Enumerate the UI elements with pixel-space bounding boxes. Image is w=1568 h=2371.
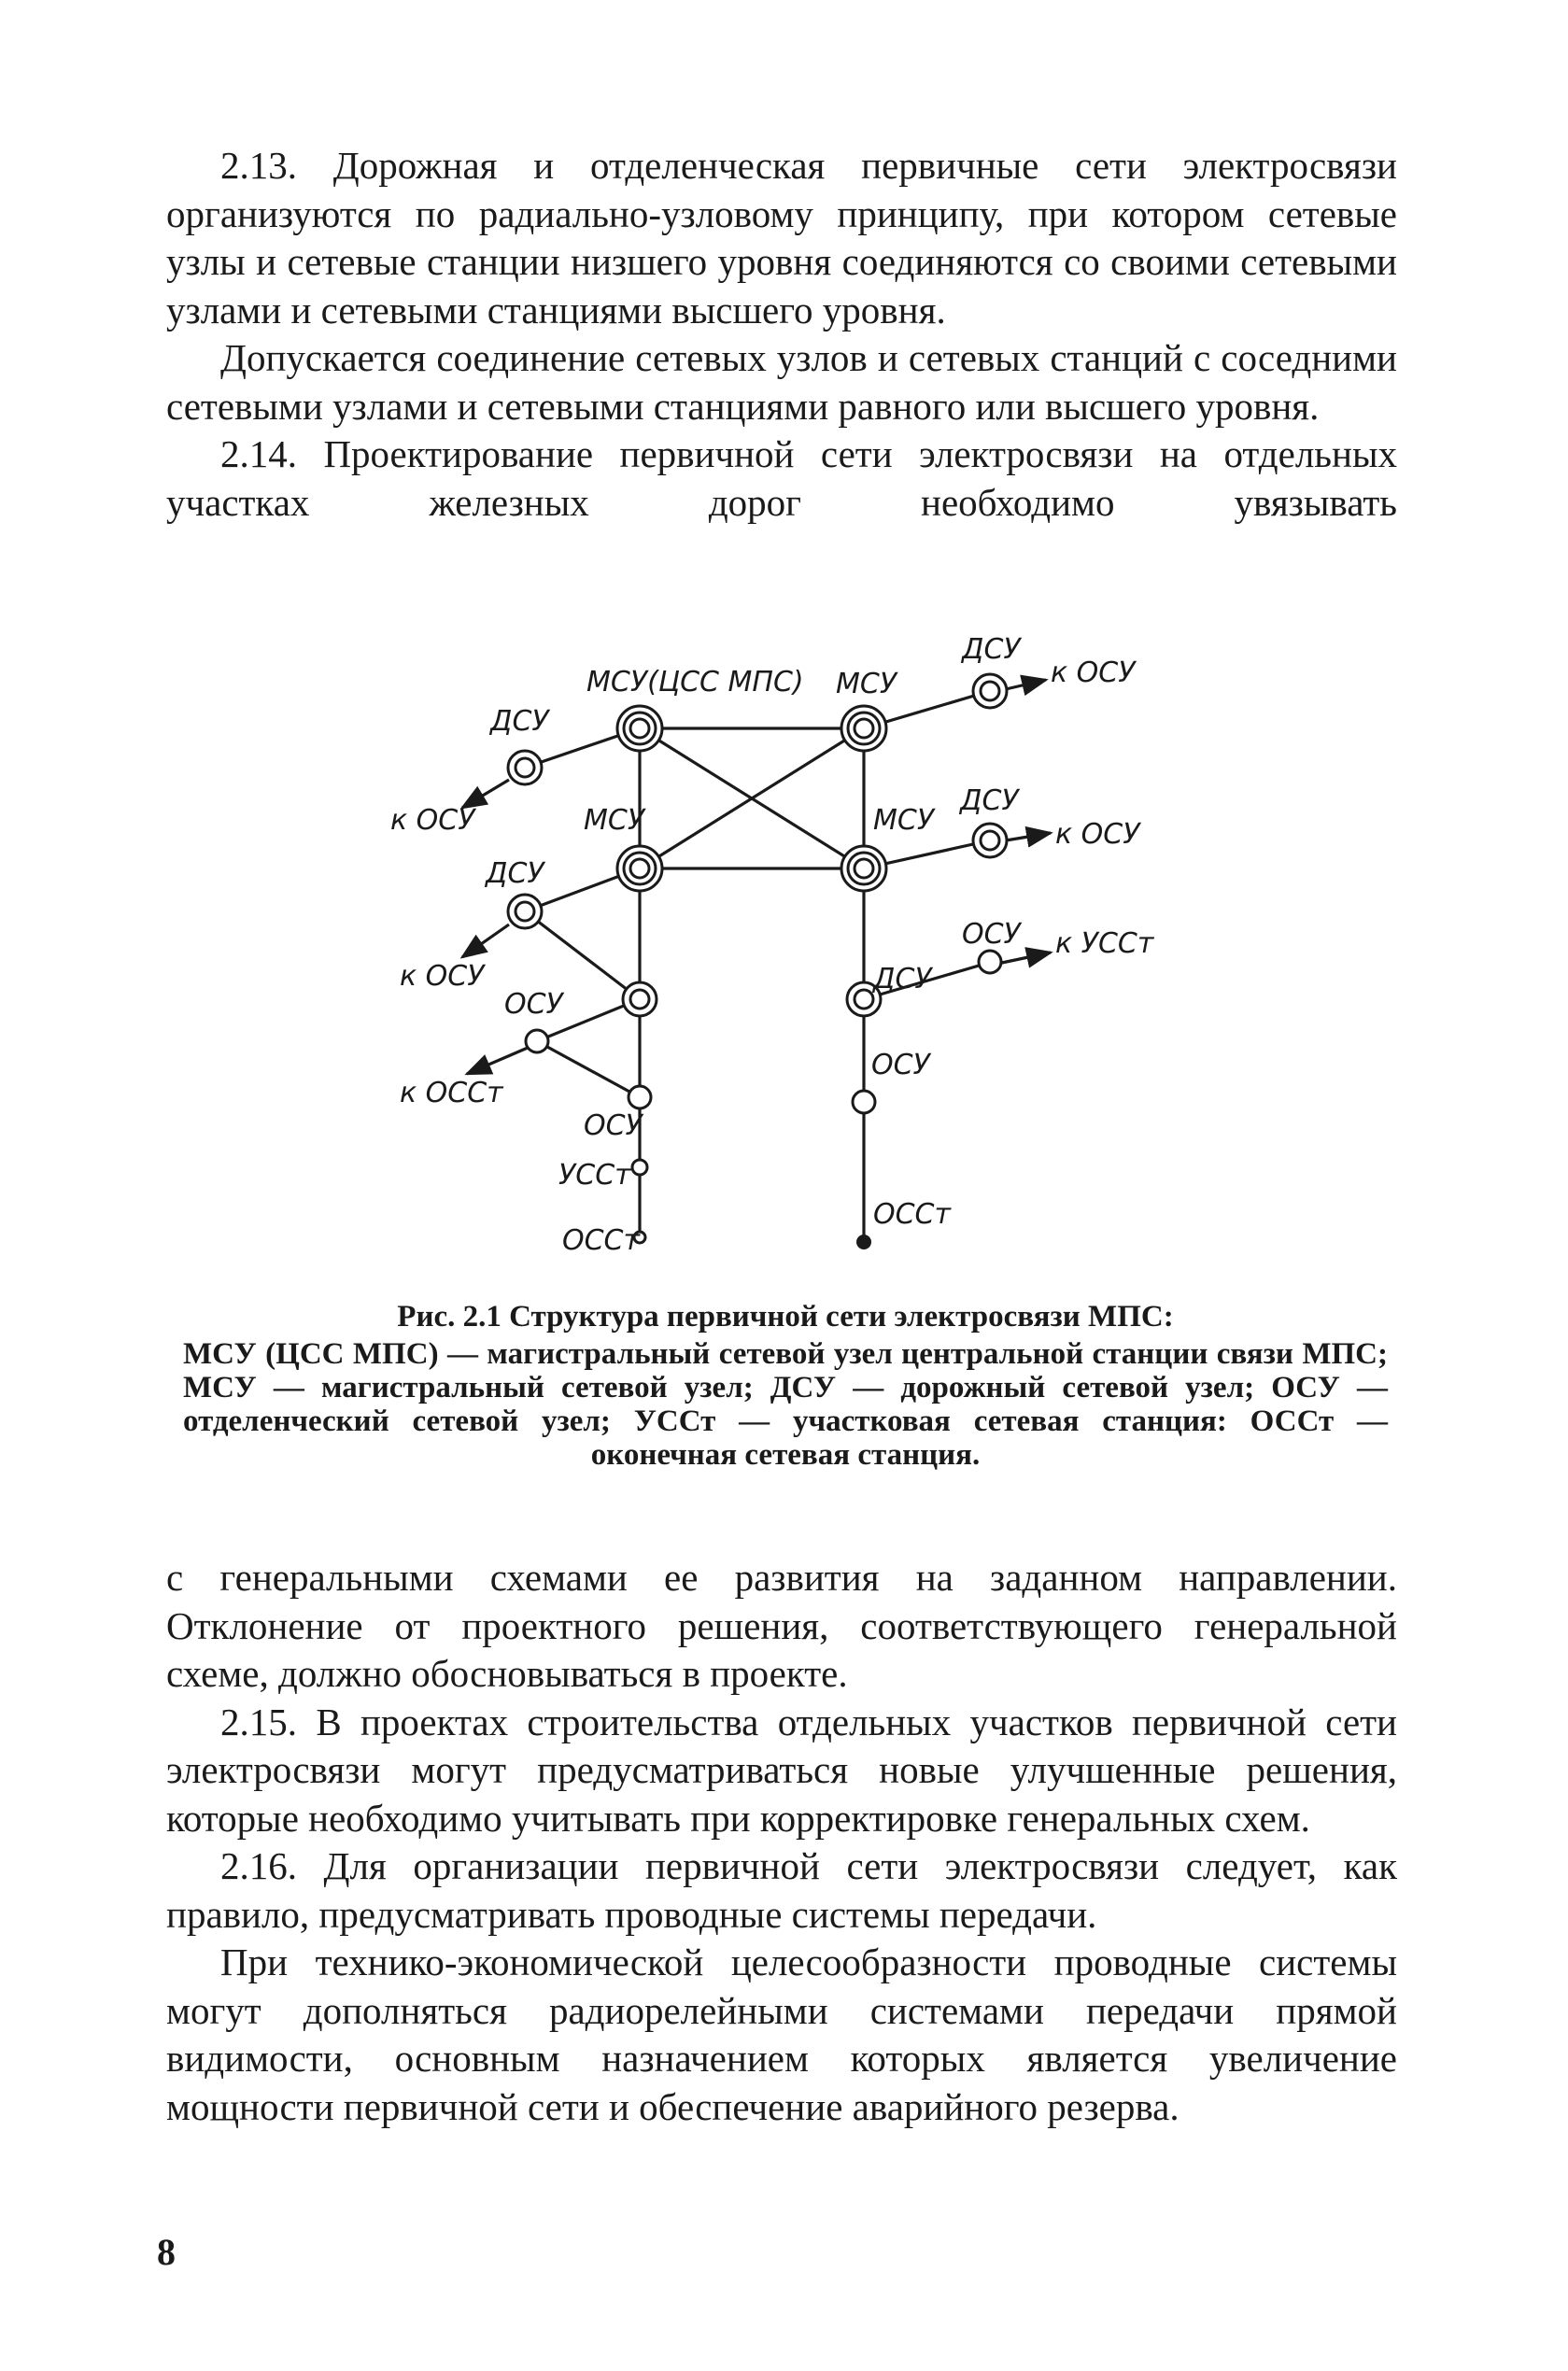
dsu-lower-left-node (623, 982, 657, 1016)
msu-main-node (617, 706, 662, 751)
label-to-osu-3: к ОСУ (1051, 656, 1136, 689)
label-msu-mid-left: МСУ (584, 804, 645, 837)
text-block-bottom (166, 1554, 1397, 2131)
label-to-usst: к УССт (1055, 927, 1154, 960)
msu-mid-right-node (841, 846, 886, 891)
paragraph-allowance: Допускается соединение сетевых узлов и сетевых станций с соседними сетевыми узлами и сетевыми станциями равного или высшего уровня. (166, 336, 1397, 428)
label-msu-main: МСУ(ЦСС МПС) (586, 666, 804, 699)
osu-right-center-node (853, 1091, 875, 1113)
label-to-osst: к ОССт (400, 1077, 503, 1109)
network-structure-figure (355, 616, 1289, 1270)
paragraph-2-16: 2.16. Для организации первичной сети электросвязи следует, как правило, предусматривать проводные системы передачи. (166, 1844, 1397, 1936)
osst-right-node (856, 1235, 871, 1249)
label-dsu-mid-right: ДСУ (960, 784, 1019, 817)
label-dsu-top-right: ДСУ (962, 633, 1021, 666)
paragraph-2-14: 2.14. Проектирование первичной сети электросвязи на отдельных участках железных дорог необходимо увязывать (166, 432, 1397, 524)
msu-top-right-node (841, 706, 886, 751)
page-number: 8 (157, 2231, 176, 2273)
label-msu-top-right: МСУ (836, 668, 897, 700)
label-dsu-lower-right: ДСУ (873, 963, 932, 995)
label-osu-right-center: ОСУ (871, 1049, 930, 1081)
label-dsu-mid-left: ДСУ (486, 857, 544, 890)
label-osst-right: ОССт (873, 1198, 951, 1231)
caption-title: Рис. 2.1 Структура первичной сети электросвязи МПС: (397, 1300, 1174, 1334)
dsu-top-left-node (508, 751, 542, 784)
network-diagram (355, 616, 1289, 1270)
label-to-osu-4: к ОСУ (1055, 818, 1140, 851)
right-branch-edges (864, 680, 1051, 1239)
figure-caption (183, 1300, 1388, 1472)
label-dsu-top-left: ДСУ (490, 705, 549, 738)
label-osst-left: ОССт (562, 1224, 640, 1257)
label-osu-left-center: ОСУ (584, 1109, 643, 1142)
backbone-edges (640, 728, 864, 868)
paragraph-radio-relay: При технико-экономической целесообразности проводные системы могут дополняться радиорелейными системами передачи прямой видимости, основным назначением которых является увеличение мощности первичной сети и обеспечение аварийного резерва. (166, 1941, 1397, 2128)
label-osu-left: ОСУ (504, 988, 563, 1021)
osu-left-center-node (629, 1086, 651, 1108)
dsu-top-right-node (973, 674, 1007, 708)
osu-right-node (979, 951, 1001, 973)
osu-left-node (526, 1030, 548, 1052)
label-to-osu-1: к ОСУ (390, 804, 475, 837)
paragraph-continuation: с генеральными схемами ее развития на заданном направлении. Отклонение от проектного решения, соответствующего генеральной схеме, должно обосновываться в проекте. (166, 1556, 1397, 1695)
dsu-mid-right-node (973, 824, 1007, 857)
label-to-osu-2: к ОСУ (400, 960, 485, 993)
paragraph-2-13: 2.13. Дорожная и отделенческая первичные сети электросвязи организуются по радиально-узловому принципу, при котором сетевые узлы и сетевые станции низшего уровня соединяются со своими сетевыми узлами и сетевыми станциями высшего уровня. (166, 144, 1397, 332)
caption-legend: МСУ (ЦСС МПС) — магистральный сетевой узел центральной станции связи МПС; МСУ — магистральный сетевой узел; ДСУ — дорожный сетевой узел; ОСУ — отделенческий сетевой узел; УССт — участковая сетевая станция: ОССт — оконечная сетевая станция. (183, 1337, 1388, 1472)
label-usst: УССт (558, 1159, 631, 1192)
label-osu-right: ОСУ (962, 918, 1021, 951)
msu-mid-left-node (617, 846, 662, 891)
label-msu-mid-right: МСУ (873, 804, 935, 837)
text-block-top (166, 142, 1397, 527)
usst-node (632, 1160, 647, 1175)
dsu-mid-left-node (508, 895, 542, 928)
paragraph-2-15: 2.15. В проектах строительства отдельных участков первичной сети электросвязи могут предусматриваться новые улучшенные решения, которые необходимо учитывать при корректировке генеральных схем. (166, 1700, 1397, 1840)
